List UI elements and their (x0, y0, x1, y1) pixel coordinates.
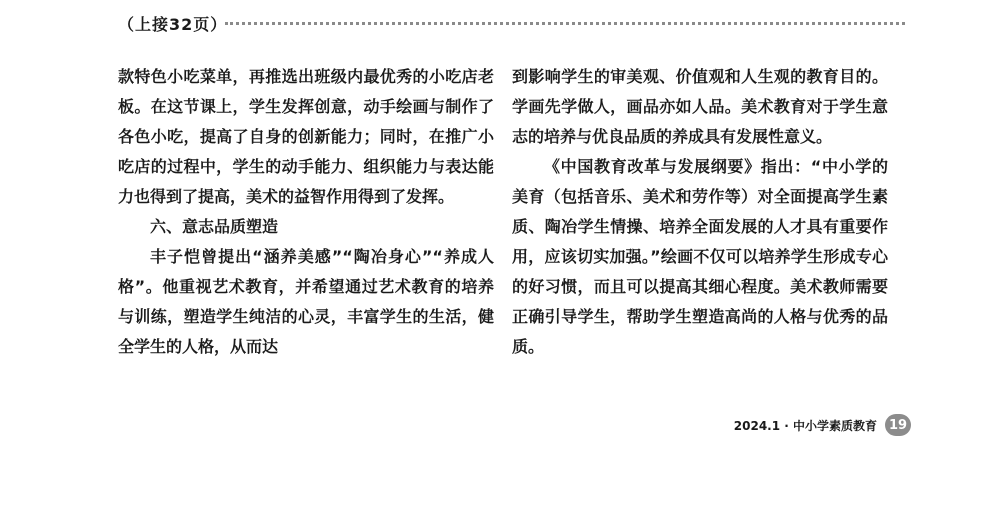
paragraph: 到影响学生的审美观、价值观和人生观的教育目的。学画先学做人，画品亦如人品。美术教育对于学生意志的培养与优良品质的养成具有发展性意义。 (512, 67, 888, 146)
continued-from-note: （上接32页） (118, 15, 228, 34)
left-column (118, 62, 494, 362)
paragraph: 款特色小吃菜单，再推选出班级内最优秀的小吃店老板。在这节课上，学生发挥创意，动手绘画与制作了各色小吃，提高了自身的创新能力；同时，在推广小吃店的过程中，学生的动手能力、组织能力与表达能力也得到了提高，美术的益智作用得到了发挥。 (118, 67, 494, 206)
paragraph: 丰子恺曾提出“涵养美感”“陶冶身心”“养成人格”。他重视艺术教育，并希望通过艺术教育的培养与训练，塑造学生纯洁的心灵，丰富学生的生活，健全学生的人格，从而达 (118, 247, 494, 356)
journal-info: 2024.1 · 中小学素质教育 (733, 418, 877, 433)
section-heading: 六、意志品质塑造 (150, 217, 279, 236)
page-footer (734, 414, 911, 436)
right-column (512, 62, 888, 362)
page-number-badge: 19 (885, 414, 911, 436)
paragraph: 《中国教育改革与发展纲要》指出：“中小学的美育（包括音乐、美术和劳作等）对全面提高学生素质、陶冶学生情操、培养全面发展的人才具有重要作用，应该切实加强。”绘画不仅可以培养学生形成专心的好习惯，而且可以提高其细心程度。美术教师需要正确引导学生，帮助学生塑造高尚的人格与优秀的品质。 (512, 157, 888, 356)
header-dotted-rule (225, 22, 905, 25)
